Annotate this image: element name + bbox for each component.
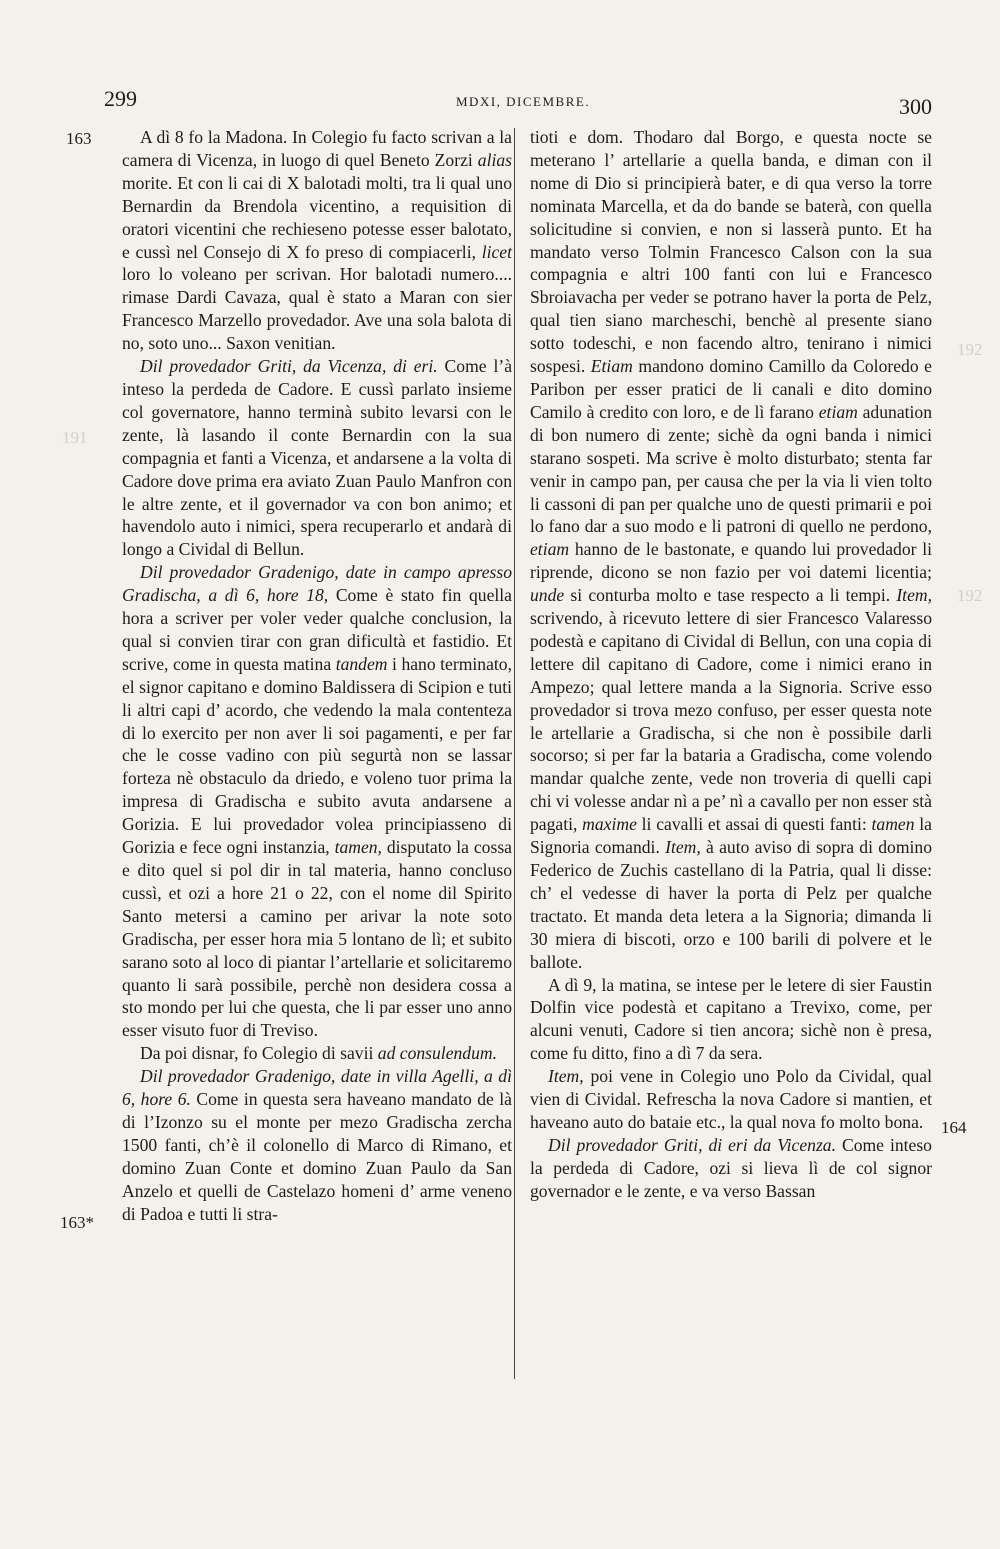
paragraph: tioti e dom. Thodaro dal Borgo, e questa nocte se meterano l’ artellarie a quella banda, e diman con il nome di Dio si principierà bater, e di qua verso la torre nominata Marcella, et da do bande se baterà, con quella solicitudine si convien, e non si lasserà punto. Et ha mandato verso Tolmin Francesco Calson con la sua compagnia e altri 100 fanti con lui e Francesco Sbroiavacha per veder se potrano haver la porta de Pelz, qual tien siano marcheschi, benchè al presente siano sotto todeschi, e non facendo altro, tenirano i nimici sospesi. Etiam mandono domino Camillo da Coloredo e Paribon per esser pratici de li canali e dito domino Camilo à credito con loro, e de lì farano etiam adunation di bon numero di zente; sichè da ogni banda i nimici starano sospeti. Ma scrive è molto disturbato; stenta far venir in campo pan, per causa che per la via li vien tolto li cassoni di pan per qualche uno de questi primarii e poi lo fano dar a suo modo e li patroni di quello ne perdono, etiam hanno de le bastonate, e quando lui provedador li riprende, dicono se non fazio per voi datemi licentia; unde si conturba molto e tase respecto a li tempi. Item, scrivendo, à ricevuto lettere di sier Francesco Valaresso podestà e capitano di Cividal di Bellun, con una copia di lettere dil capitano di Cadore, come i nimici erano in Ampezo; qual lettere manda a la Signoria. Scrive esso provedador si trova mezo confuso, per esser questa note le artellarie a Gradischa, si che non è possibile darli socorso; si per far la bataria a Gradischa, come volendo mandar qualche zente, vede non troveria di quelli capi chi vi volesse andar nì a pe’ nì a cavallo per non esser stà pagati, maxime li cavalli et assai di questi fanti: tamen la Signoria comandi. Item, à auto aviso di sopra di domino Federico de Zuchis castellano di la Patria, qual li disse: ch’ el vedesse di haver la porta di Pelz per qualche tractato. Et manda deta letera a la Signoria; dimanda li 30 miera di biscoti, orzo e 100 barili di polvere et le ballote. (530, 127, 933, 972)
margin-number: 164 (941, 1118, 967, 1137)
running-title: MDXI, DICEMBRE. (456, 94, 591, 109)
page-header (0, 86, 1000, 119)
page-number-left: 299 (104, 86, 137, 111)
paragraph: A dì 8 fo la Madona. In Colegio fu facto scrivan a la camera di Vicenza, in luogo di quel Beneto Zorzi alias morite. Et con li cai di X balotadi molti, tra li qual uno Bernardin da Brendola vicentino, a requisition di oratori vicentini che rechieseno potesse esser balotato, e cussì nel Consejo di X fo preso di compiacerli, licet loro lo voleano per scrivan. Hor balotadi numero.... rimase Dardi Cavaza, qual è stato a Maran con sier Francesco Marzello provedador. Ave una sola balota di no, soto uno... Saxon venitian. (122, 127, 512, 354)
margin-number: 163* (60, 1213, 94, 1232)
column-divider (514, 128, 515, 1379)
paragraph: A dì 9, la matina, se intese per le letere di sier Faustin Dolfin vice podestà et capitano a Trevixo, come, per alcuni venuti, Cadore si tien ancora; sichè non è presa, come fu ditto, fino a dì 7 da sera. (530, 974, 932, 1064)
bleed-through-number: 191 (62, 428, 88, 447)
margin-number: 163 (66, 129, 92, 148)
paragraph: Dil provedador Gradenigo, date in campo apresso Gradischa, a dì 6, hore 18, Come è stato fin quella hora a scriver per voler veder qualche conclusion, la qual si convien tirar con gran dificultà et fastidio. Et scrive, come in questa matina tandem i hano terminato, el signor capitano e domino Baldissera di Scipion e tuti li altri capi d’ acordo, che vedendo la mala contenteza di lo exercito per non aver li soi pagamenti, e per far che le cosse vadino con più segurtà non se lassar forteza nè obstaculo da driedo, e voleno tuor prima la impresa di Gradischa e subito avuta andarsene a Gorizia. E lui provedador volea principiasseno di Gorizia e fece ogni instanzia, tamen, disputato la cossa e dito quel si pol dir in tal materia, hanno concluso cussì, et ozi a hore 21 o 22, con el nome dil Spirito Santo metersi a camino per arivar la note soto Gradischa, per esser hora mia 5 lontano de lì; et subito sarano soto al loco di piantar l’artellarie et solicitaremo quanto li sarà possibile, perchè non desidera cossa a sto mondo per lui che questa, che li par esser uno anno esser visuto fuor di Treviso. (122, 562, 512, 1041)
page-number-right: 300 (899, 94, 932, 119)
bleed-through-number: 192 (957, 340, 983, 359)
paragraph: Dil provedador Gradenigo, date in villa Agelli, a dì 6, hore 6. Come in questa sera haveano mandato de là di l’Izonzo su el monte per mezo Gradischa zercha 1500 fanti, ch’è il colonello di Marco di Rimano, et domino Zuan Conte et domino Zuan Paulo da San Anzelo et quelli de Castelazo homeni d’ arme veneno di Padoa e tutti li stra- (122, 1066, 512, 1224)
paragraph: Da poi disnar, fo Colegio di savii ad consulendum. (140, 1043, 497, 1064)
paragraph: Dil provedador Griti, di eri da Vicenza. Come inteso la perdeda di Cadore, ozi si lieva lì de col signor governador e le zente, e va verso Bassan (530, 1134, 932, 1201)
paragraph: Dil provedador Griti, da Vicenza, di eri. Come l’à inteso la perdeda de Cadore. E cussì parlato insieme col governatore, hanno terminà subito levarsi con le zente, là lasando il conte Bernardin con la sua compagnia et fanti a Vicenza, et andarsene a la volta di Cadore dove prima era aviato Zuan Paulo Manfron con le altre zente, et il governador va con bon animo; et havendolo auto i nimici, spera recuperarlo et andarà di longo a Cividal di Bellun. (122, 356, 512, 560)
bleed-through-number: 192 (957, 586, 983, 605)
right-text-column (530, 126, 932, 1203)
left-text-column (122, 126, 512, 1226)
paragraph: Item, poi vene in Colegio uno Polo da Cividal, qual vien di Cividal. Refrescha la nova Cadore si mantien, et haveano auto do bataie etc., la qual nova fo molto bona. (530, 1066, 932, 1132)
